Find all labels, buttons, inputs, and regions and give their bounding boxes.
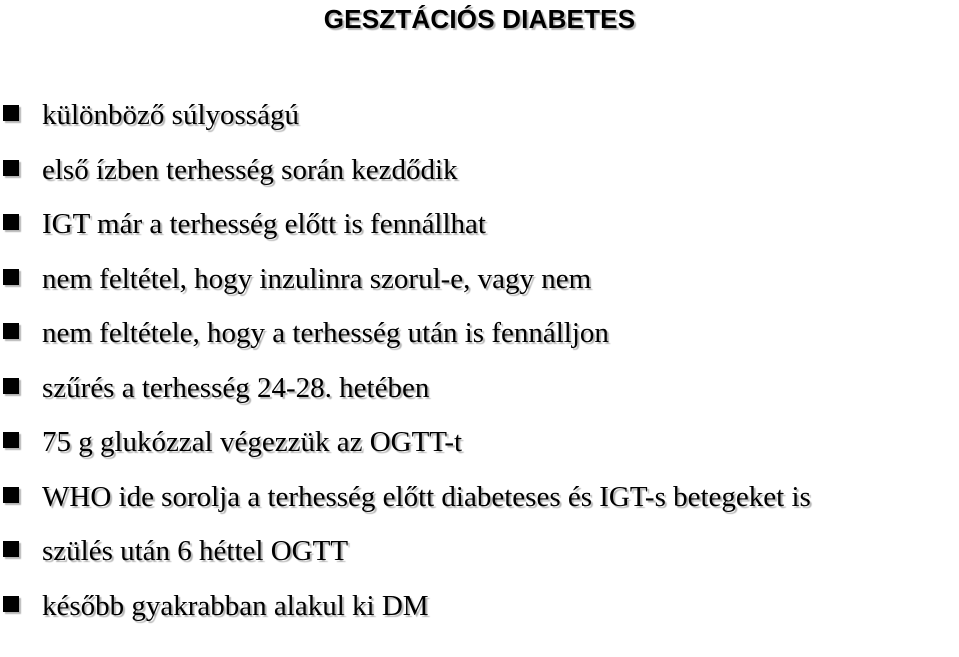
square-bullet-icon [3,323,19,339]
list-item [0,151,959,189]
square-bullet-icon [3,596,19,612]
list-item [0,532,959,570]
bullet-text: 75 g glukózzal végezzük az OGTT-t [42,426,463,458]
square-bullet-icon [3,214,19,230]
square-bullet-icon [3,269,19,285]
list-item [0,423,959,461]
bullet-text: IGT már a terhesség előtt is fennállhat [42,208,486,240]
bullet-text: később gyakrabban alakul ki DM [42,589,429,622]
slide-title: GESZTÁCIÓS DIABETES [323,4,636,34]
list-item [0,369,959,407]
list-item [0,205,959,243]
list-item [0,96,959,134]
bullet-text: különböző súlyosságú [42,99,299,131]
list-item [0,260,959,298]
bullet-list [0,96,959,641]
square-bullet-icon [3,105,19,121]
bullet-text: első ízben terhesség során kezdődik [42,153,458,186]
bullet-text: WHO ide sorolja a terhesség előtt diabeteses és IGT-s betegeket is [42,480,811,513]
square-bullet-icon [3,160,19,176]
square-bullet-icon [3,487,19,503]
list-item [0,478,959,516]
square-bullet-icon [3,541,19,557]
bullet-text: nem feltétel, hogy inzulinra szorul-e, vagy nem [42,262,592,295]
bullet-text: szülés után 6 héttel OGTT [42,535,349,567]
square-bullet-icon [3,432,19,448]
bullet-text: nem feltétele, hogy a terhesség után is fennálljon [42,317,609,349]
list-item [0,314,959,352]
list-item [0,587,959,625]
bullet-text: szűrés a terhesség 24-28. hetében [42,371,430,404]
square-bullet-icon [3,378,19,394]
